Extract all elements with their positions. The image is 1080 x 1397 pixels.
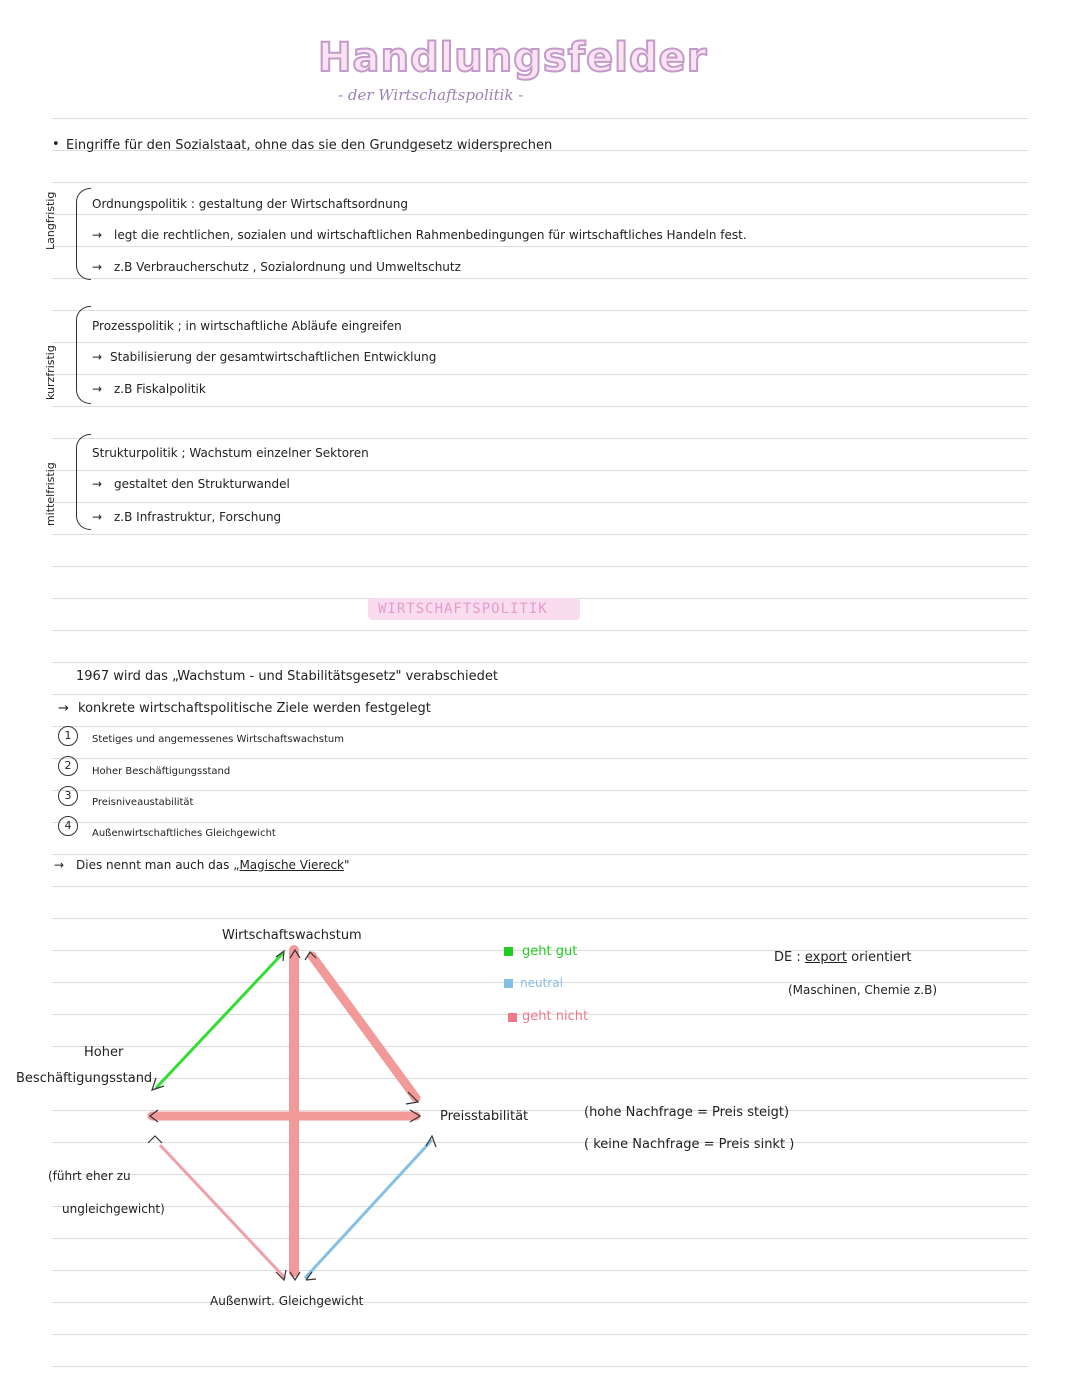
price-note: ( keine Nachfrage = Preis sinkt )	[584, 1137, 795, 1152]
law-line: 1967 wird das „Wachstum - und Stabilitätsgesetz" verabschiedet	[76, 669, 498, 684]
page-subtitle: - der Wirtschaftspolitik -	[338, 86, 524, 104]
goal-number: 2	[58, 756, 78, 776]
section-example: z.B Infrastruktur, Forschung	[114, 510, 282, 524]
legend-swatch-bad	[508, 1013, 517, 1022]
edge-trade-price	[305, 1140, 432, 1278]
legend-label-good: geht gut	[522, 944, 578, 959]
arrow-icon: →	[92, 510, 103, 524]
arrow-icon: →	[92, 260, 103, 274]
side-label-mittelfristig: mittelfristig	[44, 462, 57, 526]
country-detail: (Maschinen, Chemie z.B)	[788, 983, 938, 997]
node-growth: Wirtschaftswachstum	[222, 928, 362, 943]
node-price-stability: Preisstabilität	[440, 1109, 529, 1124]
country-note: DE : export orientiert	[774, 950, 912, 965]
section-heading: Ordnungspolitik : gestaltung der Wirtschaftsordnung	[92, 197, 408, 211]
goal-text: Außenwirtschaftliches Gleichgewicht	[92, 828, 276, 839]
arrow-icon: →	[58, 701, 69, 716]
goal-text: Preisniveaustabilität	[92, 797, 194, 808]
goal-text: Stetiges und angemessenes Wirtschaftswachstum	[92, 734, 345, 745]
goal-number: 4	[58, 816, 78, 836]
goal-number: 3	[58, 786, 78, 806]
diagram-note: ungleichgewicht)	[62, 1202, 165, 1216]
section-line: gestaltet den Strukturwandel	[114, 477, 290, 491]
side-label-kurzfristig: kurzfristig	[44, 345, 57, 400]
arrow-icon: →	[92, 382, 103, 396]
page-title: Handlungsfelder	[318, 35, 708, 81]
node-employment-line1: Hoher	[84, 1045, 124, 1060]
section-example: z.B Verbraucherschutz , Sozialordnung und Umweltschutz	[114, 260, 461, 274]
section-example: z.B Fiskalpolitik	[114, 382, 206, 396]
arrow-head	[148, 1136, 162, 1143]
section-heading: Strukturpolitik ; Wachstum einzelner Sektoren	[92, 446, 369, 460]
section-heading: Prozesspolitik ; in wirtschaftliche Abläufe eingreifen	[92, 319, 402, 333]
section-line: Stabilisierung der gesamtwirtschaftlichen Entwicklung	[110, 350, 437, 364]
arrow-icon: →	[92, 477, 103, 491]
section-line: legt die rechtlichen, sozialen und wirtschaftlichen Rahmenbedingungen für wirtschaftliches Handeln fest.	[114, 228, 747, 242]
intro-text: Eingriffe für den Sozialstaat, ohne das sie den Grundgesetz widersprechen	[66, 138, 553, 153]
arrow-icon: →	[92, 350, 103, 364]
edge-growth-employment	[156, 953, 283, 1088]
export-term: export	[804, 950, 847, 965]
arrow-icon: →	[54, 858, 65, 872]
node-external-balance: Außenwirt. Gleichgewicht	[210, 1294, 364, 1308]
conclusion-text: Dies nennt man auch das „Magische Viereck"	[76, 858, 350, 872]
side-label-langfristig: Langfristig	[44, 191, 57, 250]
highlight-heading: WIRTSCHAFTSPOLITIK	[378, 601, 548, 617]
goal-text: Hoher Beschäftigungsstand	[92, 766, 231, 777]
law-line: konkrete wirtschaftspolitische Ziele werden festgelegt	[78, 701, 431, 716]
bullet-dot: •	[52, 137, 60, 152]
legend-swatch-neutral	[504, 979, 513, 988]
magic-square-term: Magische Viereck	[239, 858, 345, 872]
node-employment-line2: Beschäftigungsstand	[16, 1071, 153, 1086]
legend-label-bad: geht nicht	[522, 1009, 589, 1024]
legend-swatch-good	[504, 947, 513, 956]
edge-growth-price	[312, 956, 416, 1098]
price-note: (hohe Nachfrage = Preis steigt)	[584, 1105, 790, 1120]
edge-employment-trade	[160, 1145, 285, 1278]
diagram-note: (führt eher zu	[48, 1169, 131, 1183]
goal-number: 1	[58, 726, 78, 746]
arrow-icon: →	[92, 228, 103, 242]
legend-label-neutral: neutral	[520, 976, 563, 990]
